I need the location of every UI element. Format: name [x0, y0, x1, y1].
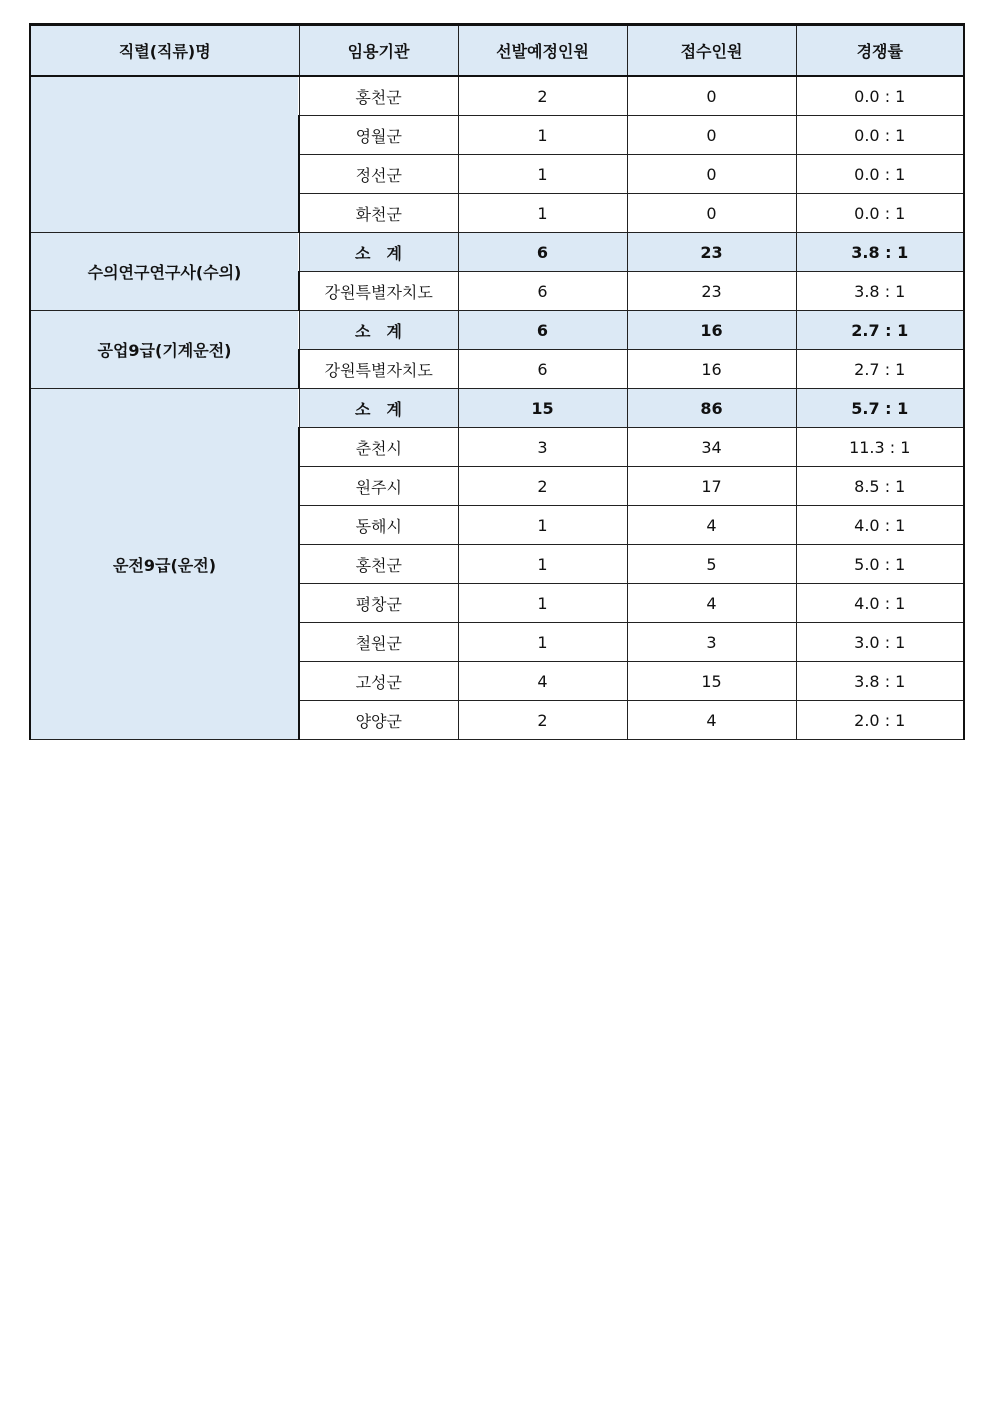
received-cell: 17: [627, 467, 796, 506]
agency-cell: 양양군: [299, 701, 458, 740]
agency-cell: 춘천시: [299, 428, 458, 467]
subtotal-planned: 15: [458, 389, 627, 428]
planned-cell: 2: [458, 701, 627, 740]
subtotal-received: 86: [627, 389, 796, 428]
planned-cell: 1: [458, 116, 627, 155]
received-cell: 3: [627, 623, 796, 662]
received-cell: 15: [627, 662, 796, 701]
header-received: 접수인원: [627, 25, 796, 77]
job-series-cell: [30, 76, 299, 233]
ratio-cell: 2.0 : 1: [796, 701, 964, 740]
agency-cell: 정선군: [299, 155, 458, 194]
ratio-cell: 3.8 : 1: [796, 272, 964, 311]
ratio-cell: 4.0 : 1: [796, 506, 964, 545]
ratio-cell: 0.0 : 1: [796, 194, 964, 233]
ratio-cell: 2.7 : 1: [796, 350, 964, 389]
received-cell: 0: [627, 155, 796, 194]
ratio-cell: 4.0 : 1: [796, 584, 964, 623]
agency-cell: 원주시: [299, 467, 458, 506]
subtotal-planned: 6: [458, 233, 627, 272]
header-agency: 임용기관: [299, 25, 458, 77]
subtotal-label: 소 계: [299, 389, 458, 428]
received-cell: 4: [627, 584, 796, 623]
agency-cell: 화천군: [299, 194, 458, 233]
header-planned: 선발예정인원: [458, 25, 627, 77]
planned-cell: 6: [458, 272, 627, 311]
received-cell: 16: [627, 350, 796, 389]
planned-cell: 4: [458, 662, 627, 701]
agency-cell: 동해시: [299, 506, 458, 545]
agency-cell: 철원군: [299, 623, 458, 662]
received-cell: 4: [627, 506, 796, 545]
recruitment-table: [29, 23, 965, 740]
received-cell: 0: [627, 116, 796, 155]
planned-cell: 3: [458, 428, 627, 467]
ratio-cell: 8.5 : 1: [796, 467, 964, 506]
agency-cell: 고성군: [299, 662, 458, 701]
agency-cell: 홍천군: [299, 76, 458, 116]
job-series-cell: 운전9급(운전): [30, 389, 299, 740]
planned-cell: 1: [458, 506, 627, 545]
ratio-cell: 0.0 : 1: [796, 116, 964, 155]
header-job-series: 직렬(직류)명: [30, 25, 299, 77]
received-cell: 0: [627, 194, 796, 233]
subtotal-row: [30, 233, 964, 272]
ratio-cell: 5.0 : 1: [796, 545, 964, 584]
subtotal-row: [30, 311, 964, 350]
planned-cell: 1: [458, 623, 627, 662]
received-cell: 23: [627, 272, 796, 311]
agency-cell: 홍천군: [299, 545, 458, 584]
header-row: [30, 25, 964, 77]
planned-cell: 2: [458, 467, 627, 506]
agency-cell: 영월군: [299, 116, 458, 155]
subtotal-label: 소 계: [299, 311, 458, 350]
subtotal-label: 소 계: [299, 233, 458, 272]
subtotal-ratio: 2.7 : 1: [796, 311, 964, 350]
agency-cell: 강원특별자치도: [299, 272, 458, 311]
received-cell: 34: [627, 428, 796, 467]
planned-cell: 1: [458, 194, 627, 233]
header-ratio: 경쟁률: [796, 25, 964, 77]
agency-cell: 강원특별자치도: [299, 350, 458, 389]
subtotal-planned: 6: [458, 311, 627, 350]
subtotal-received: 23: [627, 233, 796, 272]
ratio-cell: 3.8 : 1: [796, 662, 964, 701]
job-series-cell: 수의연구연구사(수의): [30, 233, 299, 311]
table-row: [30, 76, 964, 116]
ratio-cell: 0.0 : 1: [796, 76, 964, 116]
subtotal-row: [30, 389, 964, 428]
subtotal-ratio: 3.8 : 1: [796, 233, 964, 272]
planned-cell: 1: [458, 155, 627, 194]
received-cell: 5: [627, 545, 796, 584]
subtotal-ratio: 5.7 : 1: [796, 389, 964, 428]
received-cell: 4: [627, 701, 796, 740]
planned-cell: 1: [458, 545, 627, 584]
planned-cell: 6: [458, 350, 627, 389]
ratio-cell: 11.3 : 1: [796, 428, 964, 467]
planned-cell: 1: [458, 584, 627, 623]
planned-cell: 2: [458, 76, 627, 116]
job-series-cell: 공업9급(기계운전): [30, 311, 299, 389]
agency-cell: 평창군: [299, 584, 458, 623]
ratio-cell: 3.0 : 1: [796, 623, 964, 662]
received-cell: 0: [627, 76, 796, 116]
ratio-cell: 0.0 : 1: [796, 155, 964, 194]
subtotal-received: 16: [627, 311, 796, 350]
